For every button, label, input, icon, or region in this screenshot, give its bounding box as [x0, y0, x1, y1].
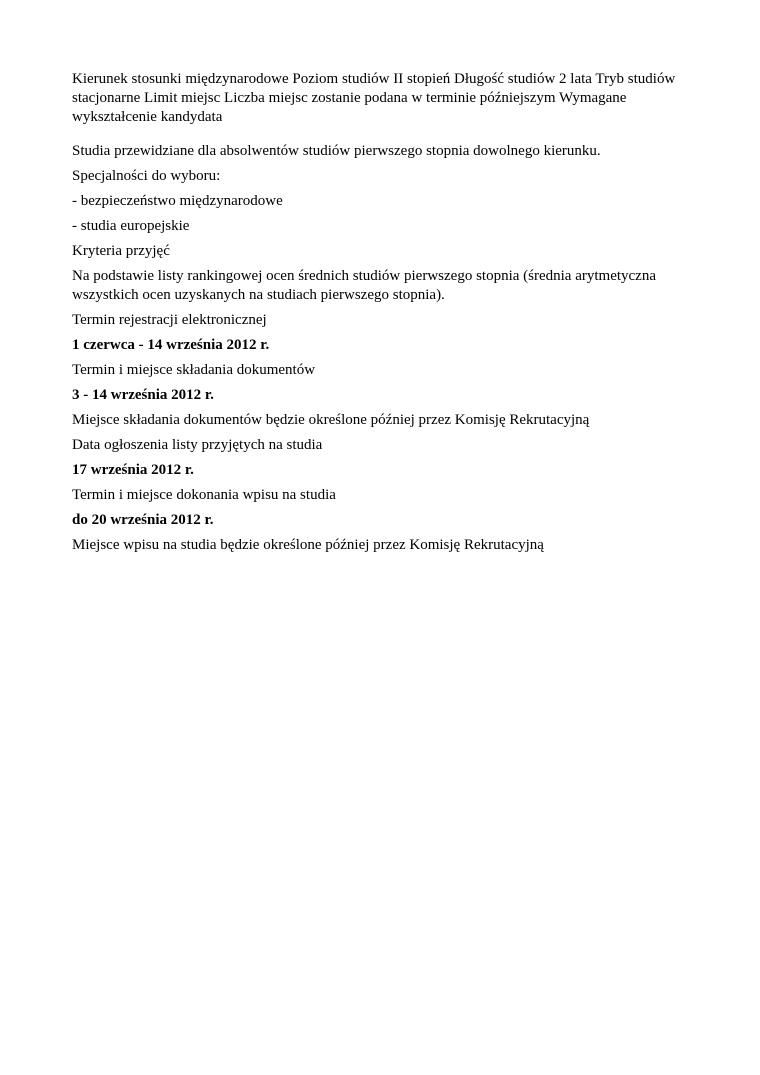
text-paragraph: Studia przewidziane dla absolwentów studiów pierwszego stopnia dowolnego kierunku. — [72, 143, 601, 159]
text-paragraph: Miejsce wpisu na studia będzie określone później przez Komisję Rekrutacyjną — [72, 537, 544, 553]
date-line: 17 września 2012 r. — [72, 462, 194, 478]
text-paragraph: Termin i miejsce składania dokumentów — [72, 362, 316, 378]
intro-paragraph: Kierunek stosunki międzynarodowe Poziom studiów II stopień Długość studiów 2 lata Tryb studiów stacjonarne Limit miejsc Liczba miejsc zostanie podana w terminie późniejszym Wymagane wykształcenie kandydata — [72, 71, 676, 125]
text-paragraph: Miejsce składania dokumentów będzie określone później przez Komisję Rekrutacyjną — [72, 412, 590, 428]
document-page — [72, 70, 692, 561]
text-paragraph: Kryteria przyjęć — [72, 243, 170, 259]
date-line: 1 czerwca - 14 września 2012 r. — [72, 337, 270, 353]
date-line: do 20 września 2012 r. — [72, 512, 214, 528]
text-paragraph: Specjalności do wyboru: — [72, 168, 221, 184]
date-line: 3 - 14 września 2012 r. — [72, 387, 214, 403]
text-paragraph: Na podstawie listy rankingowej ocen średnich studiów pierwszego stopnia (średnia arytmetyczna wszystkich ocen uzyskanych na studiach pierwszego stopnia). — [72, 268, 656, 303]
text-paragraph: - studia europejskie — [72, 218, 190, 234]
document-body — [72, 142, 692, 555]
text-paragraph: Termin i miejsce dokonania wpisu na studia — [72, 487, 336, 503]
text-paragraph: Termin rejestracji elektronicznej — [72, 312, 267, 328]
text-paragraph: - bezpieczeństwo międzynarodowe — [72, 193, 283, 209]
text-paragraph: Data ogłoszenia listy przyjętych na studia — [72, 437, 323, 453]
